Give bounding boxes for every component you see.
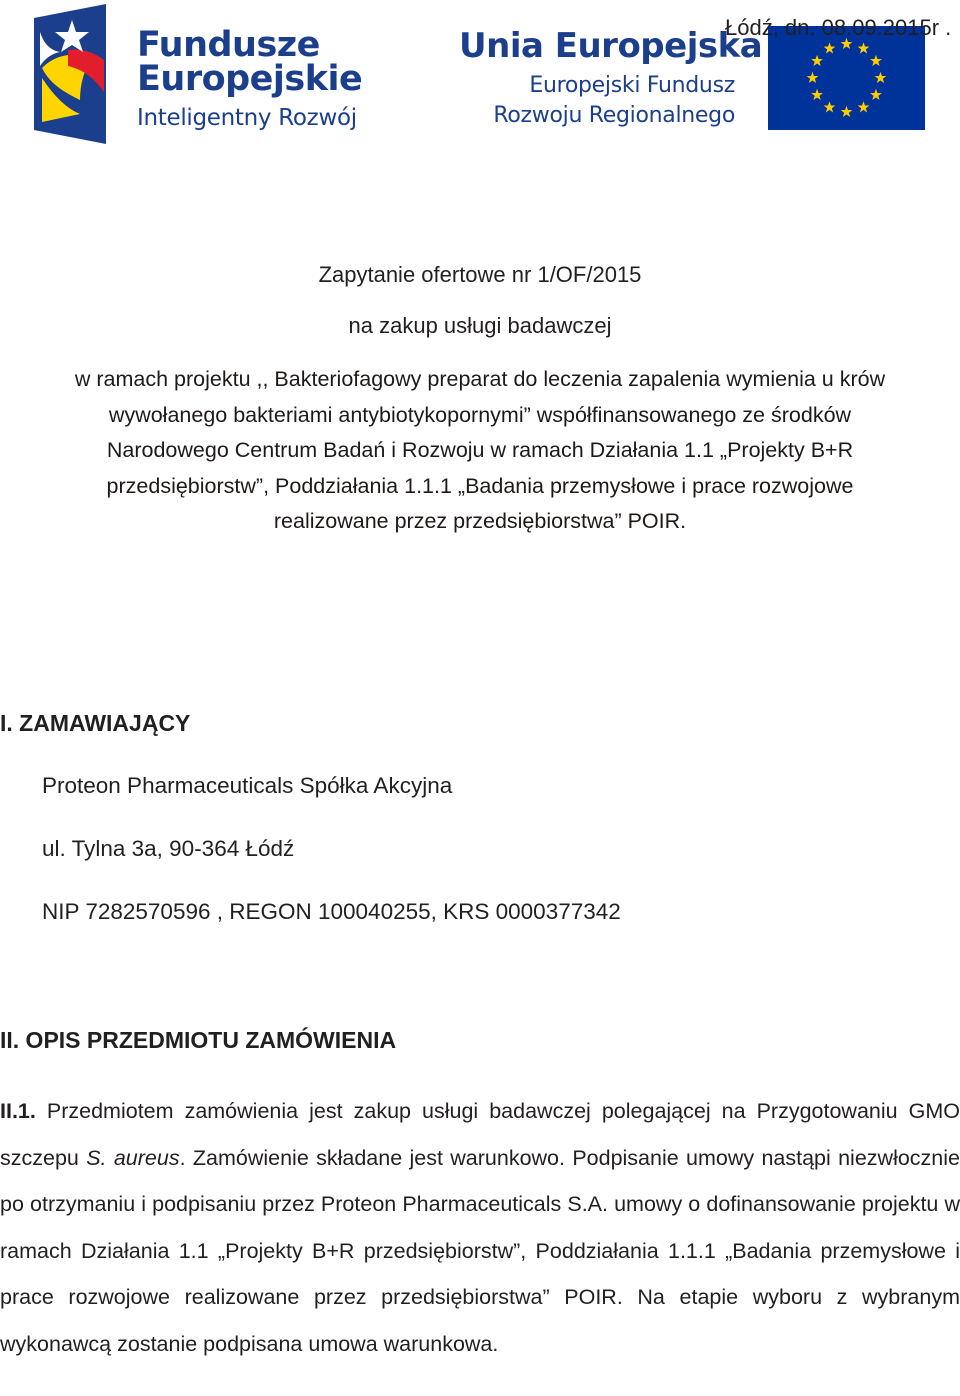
ue-logo-title: Unia Europejska	[459, 26, 763, 66]
paragraph-italic: S. aureus	[86, 1145, 180, 1170]
document-title: Zapytanie ofertowe nr 1/OF/2015	[318, 262, 642, 287]
company-address: ul. Tylna 3a, 90-364 Łódź	[42, 836, 295, 861]
project-line: realizowane przez przedsiębiorstwa” POIR.	[273, 509, 687, 533]
project-line: wywołanego bakteriami antybiotykopornymi” współfinansowanego ze środków	[108, 402, 852, 427]
company-name: Proteon Pharmaceuticals Spółka Akcyjna	[42, 773, 453, 798]
project-line: Narodowego Centrum Badań i Rozwoju w ramach Działania 1.1 „Projekty B+R	[106, 438, 854, 462]
fe-logo-line1: Fundusze	[137, 25, 320, 65]
section-heading-opis: II. OPIS PRZEDMIOTU ZAMÓWIENIA	[0, 1027, 397, 1053]
document-date: Łódź, dn. 08.09.2015r .	[725, 15, 952, 40]
fe-logo-line3: Inteligentny Rozwój	[137, 105, 357, 131]
eu-flag-icon	[768, 26, 925, 130]
project-description	[0, 362, 960, 540]
paragraph-text-b: . Zamówienie składane jest warunkowo. Podpisanie umowy nastąpi niezwłocznie po otrzymaniu i podpisaniu przez Proteon Pharmaceuticals S.A. umowy o dofinansowanie projektu w ramach Działania 1.1 „Projekty B+R przedsiębiorstw”, Poddziałania 1.1.1 „Badania przemysłowe i prace rozwojowe realizowane przez przedsiębiorstwa” POIR. Na etapie wyboru z wybranym wykonawcą zostanie podpisana umowa warunkowa.	[0, 1145, 960, 1356]
unia-europejska-logo	[455, 26, 763, 136]
company-ids: NIP 7282570596 , REGON 100040255, KRS 0000377342	[42, 899, 621, 924]
fe-flag-mark-icon	[34, 4, 106, 144]
fundusze-europejskie-logo	[34, 4, 364, 146]
section-paragraph	[0, 1088, 960, 1368]
project-line: przedsiębiorstw”, Poddziałania 1.1.1 „Badania przemysłowe i prace rozwojowe	[106, 473, 854, 498]
section-heading-zamawiajacy: I. ZAMAWIAJĄCY	[0, 710, 191, 736]
project-line: w ramach projektu ,, Bakteriofagowy preparat do leczenia zapalenia wymienia u krów	[74, 367, 886, 391]
paragraph-number: II.1.	[0, 1099, 36, 1123]
ue-logo-line2: Europejski Fundusz	[529, 73, 735, 98]
paragraph-text-a: Przedmiotem zamówienia jest zakup usługi badawczej polegającej na Przygotowaniu GMO szczepu	[0, 1099, 960, 1170]
document-subtitle: na zakup usługi badawczej	[348, 313, 612, 338]
fe-logo-line2: Europejskie	[137, 59, 363, 99]
ue-logo-line3: Rozwoju Regionalnego	[493, 103, 735, 128]
